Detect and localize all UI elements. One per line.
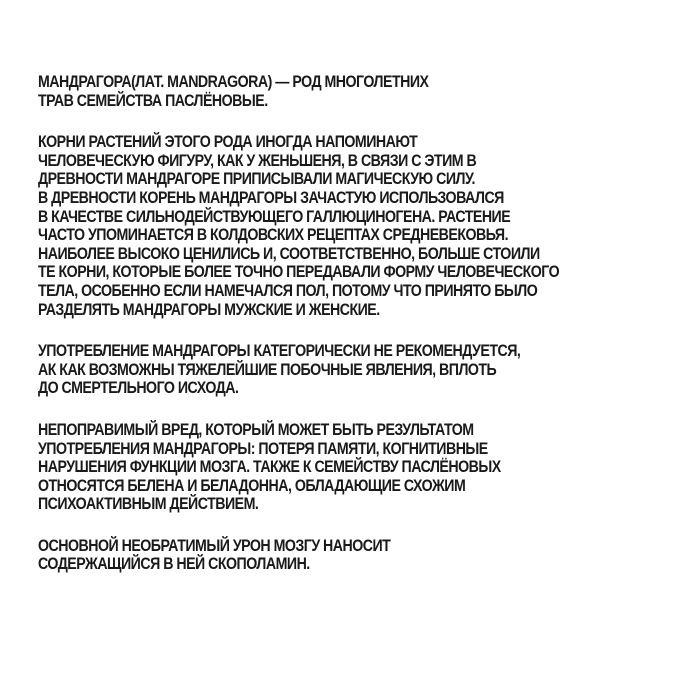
text-line: ДРЕВНОСТИ МАНДРАГОРЕ ПРИПИСЫВАЛИ МАГИЧЕСКУЮ СИЛУ.	[38, 170, 475, 189]
paragraph-intro	[38, 73, 688, 110]
paragraph-harm	[38, 421, 688, 514]
text-line: КОРНИ РАСТЕНИЙ ЭТОГО РОДА ИНОГДА НАПОМИНАЮТ	[38, 133, 418, 152]
text-line: ЧАСТО УПОМИНАЕТСЯ В КОЛДОВСКИХ РЕЦЕПТАХ СРЕДНЕВЕКОВЬЯ.	[38, 226, 509, 245]
text-line: В ДРЕВНОСТИ КОРЕНЬ МАНДРАГОРЫ ЗАЧАСТУЮ ИСПОЛЬЗОВАЛСЯ	[38, 188, 504, 207]
text-line: УПОТРЕБЛЕНИЕ МАНДРАГОРЫ КАТЕГОРИЧЕСКИ НЕ РЕКОМЕНДУЕТСЯ,	[38, 342, 521, 361]
text-line: ДО СМЕРТЕЛЬНОГО ИСХОДА.	[38, 379, 239, 398]
text-line: ПСИХОАКТИВНЫМ ДЕЙСТВИЕМ.	[38, 495, 259, 514]
text-line: ТЕ КОРНИ, КОТОРЫЕ БОЛЕЕ ТОЧНО ПЕРЕДАВАЛИ ФОРМУ ЧЕЛОВЕЧЕСКОГО	[38, 263, 560, 282]
text-line: В КАЧЕСТВЕ СИЛЬНОДЕЙСТВУЮЩЕГО ГАЛЛЮЦИНОГЕНА. РАСТЕНИЕ	[38, 207, 511, 226]
text-line: ТРАВ СЕМЕЙСТВА ПАСЛЁНОВЫЕ.	[38, 91, 268, 110]
text-line: ОСНОВНОЙ НЕОБРАТИМЫЙ УРОН МОЗГУ НАНОСИТ	[38, 536, 391, 555]
text-line: МАНДРАГОРА(ЛАТ. MANDRAGORA) — РОД МНОГОЛЕТНИХ	[38, 73, 429, 91]
paragraph-warning	[38, 342, 688, 398]
text-line: НЕПОПРАВИМЫЙ ВРЕД, КОТОРЫЙ МОЖЕТ БЫТЬ РЕЗУЛЬТАТОМ	[38, 420, 474, 439]
text-line: УПОТРЕБЛЕНИЯ МАНДРАГОРЫ: ПОТЕРЯ ПАМЯТИ, КОГНИТИВНЫЕ	[38, 439, 488, 458]
text-line: ТЕЛА, ОСОБЕННО ЕСЛИ НАМЕЧАЛСЯ ПОЛ, ПОТОМУ ЧТО ПРИНЯТО БЫЛО	[38, 281, 538, 300]
text-line: СОДЕРЖАЩИЙСЯ В НЕЙ СКОПОЛАМИН.	[38, 555, 310, 574]
text-line: РАЗДЕЛЯТЬ МАНДРАГОРЫ МУЖСКИЕ И ЖЕНСКИЕ.	[38, 300, 380, 319]
text-line: ОТНОСЯТСЯ БЕЛЕНА И БЕЛАДОННА, ОБЛАДАЮЩИЕ СХОЖИМ	[38, 476, 466, 495]
text-line: ЧЕЛОВЕЧЕСКУЮ ФИГУРУ, КАК У ЖЕНЬШЕНЯ, В СВЯЗИ С ЭТИМ В	[38, 151, 477, 170]
text-line: НАИБОЛЕЕ ВЫСОКО ЦЕНИЛИСЬ И, СООТВЕТСТВЕННО, БОЛЬШЕ СТОИЛИ	[38, 244, 540, 263]
paragraph-scopolamine	[38, 537, 688, 574]
document-body	[38, 73, 688, 597]
text-line: АК КАК ВОЗМОЖНЫ ТЯЖЕЛЕЙШИЕ ПОБОЧНЫЕ ЯВЛЕНИЯ, ВПЛОТЬ	[38, 360, 497, 379]
paragraph-roots	[38, 133, 688, 319]
text-line: НАРУШЕНИЯ ФУНКЦИИ МОЗГА. ТАКЖЕ К СЕМЕЙСТВУ ПАСЛЁНОВЫХ	[38, 458, 501, 477]
